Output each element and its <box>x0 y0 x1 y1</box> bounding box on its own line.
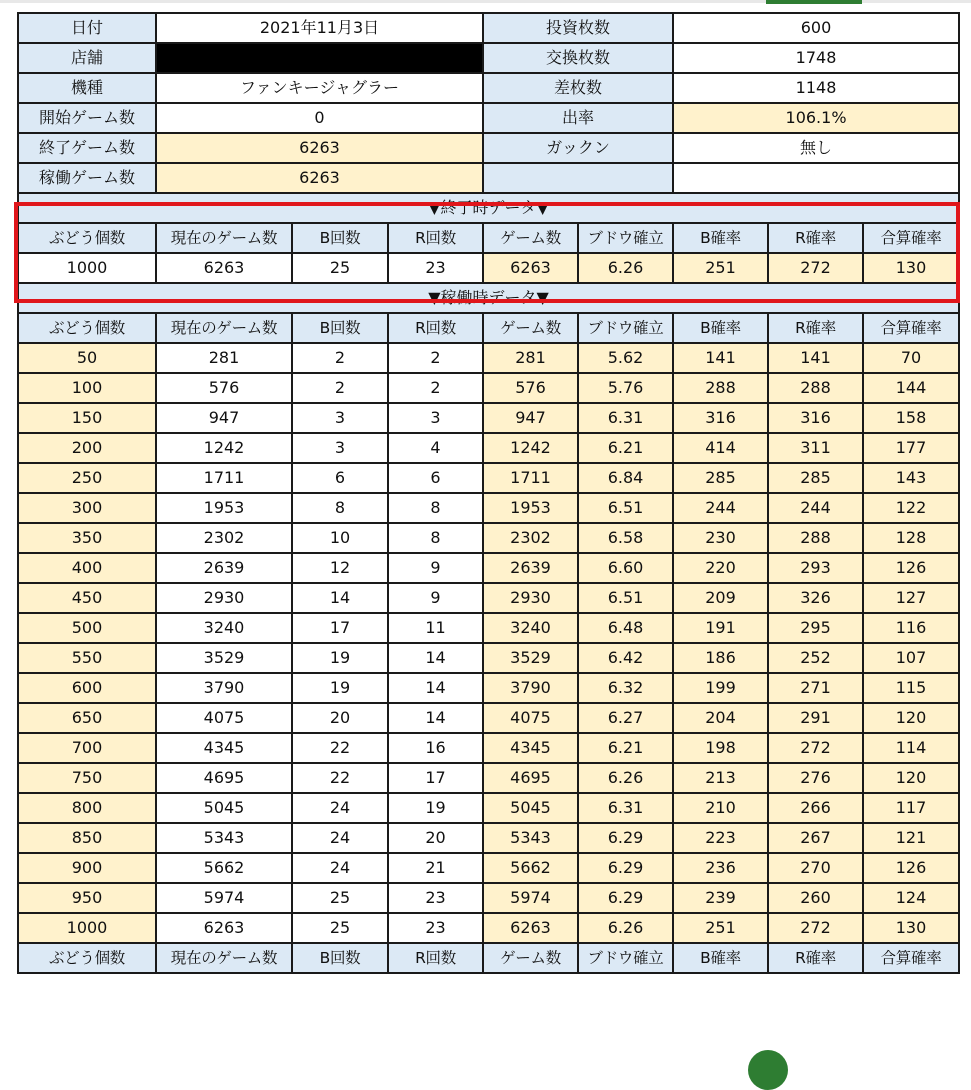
machine-label: 機種 <box>18 73 156 103</box>
data-cell[interactable]: 650 <box>18 703 156 733</box>
data-cell[interactable]: 1242 <box>156 433 292 463</box>
column-header: ゲーム数 <box>483 943 578 973</box>
data-cell[interactable]: 5.76 <box>578 373 673 403</box>
data-cell[interactable]: 6.29 <box>578 853 673 883</box>
table-row <box>18 913 959 943</box>
date-label: 日付 <box>18 13 156 43</box>
data-cell[interactable]: 16 <box>388 733 483 763</box>
table-row <box>18 493 959 523</box>
data-cell[interactable]: 2 <box>292 373 388 403</box>
data-cell[interactable]: 272 <box>768 253 863 283</box>
end-games-label: 終了ゲーム数 <box>18 133 156 163</box>
data-cell[interactable]: 2639 <box>156 553 292 583</box>
data-cell[interactable]: 6.51 <box>578 583 673 613</box>
data-cell[interactable]: 6.29 <box>578 883 673 913</box>
data-cell[interactable]: 200 <box>18 433 156 463</box>
data-cell[interactable]: 576 <box>156 373 292 403</box>
data-cell[interactable]: 6263 <box>483 253 578 283</box>
column-header: R回数 <box>388 223 483 253</box>
data-cell[interactable]: 213 <box>673 763 768 793</box>
summary-row-operating-games <box>18 163 959 193</box>
column-header: R確率 <box>768 223 863 253</box>
data-cell[interactable]: 5.62 <box>578 343 673 373</box>
table-row <box>18 823 959 853</box>
data-cell[interactable]: 350 <box>18 523 156 553</box>
data-cell[interactable]: 700 <box>18 733 156 763</box>
data-cell[interactable]: 600 <box>18 673 156 703</box>
data-cell[interactable]: 800 <box>18 793 156 823</box>
data-cell[interactable]: 114 <box>863 733 959 763</box>
table-row <box>18 433 959 463</box>
data-cell[interactable]: 947 <box>156 403 292 433</box>
gakkun-value[interactable]: 無し <box>673 133 959 163</box>
data-cell[interactable]: 4345 <box>156 733 292 763</box>
data-cell[interactable]: 2 <box>292 343 388 373</box>
data-cell[interactable]: 6.58 <box>578 523 673 553</box>
data-cell[interactable]: 6 <box>292 463 388 493</box>
data-cell[interactable]: 295 <box>768 613 863 643</box>
data-cell[interactable]: 5974 <box>483 883 578 913</box>
green-tab-marker <box>766 0 862 4</box>
data-cell[interactable]: 220 <box>673 553 768 583</box>
data-cell[interactable]: 17 <box>388 763 483 793</box>
data-cell[interactable]: 120 <box>863 703 959 733</box>
data-cell[interactable]: 14 <box>388 703 483 733</box>
end-section-data-row <box>18 253 959 283</box>
pachislot-data-sheet <box>17 12 960 974</box>
data-cell[interactable]: 209 <box>673 583 768 613</box>
data-cell[interactable]: 25 <box>292 913 388 943</box>
data-cell[interactable]: 115 <box>863 673 959 703</box>
data-cell[interactable]: 191 <box>673 613 768 643</box>
data-cell[interactable]: 6.21 <box>578 733 673 763</box>
table-row <box>18 373 959 403</box>
table-row <box>18 763 959 793</box>
data-cell[interactable]: 4075 <box>156 703 292 733</box>
data-cell[interactable]: 2 <box>388 373 483 403</box>
data-cell[interactable]: 267 <box>768 823 863 853</box>
data-cell[interactable]: 10 <box>292 523 388 553</box>
data-cell[interactable]: 126 <box>863 553 959 583</box>
data-cell[interactable]: 288 <box>768 373 863 403</box>
data-cell[interactable]: 23 <box>388 913 483 943</box>
column-header: 現在のゲーム数 <box>156 313 292 343</box>
data-cell[interactable]: 550 <box>18 643 156 673</box>
data-cell[interactable]: 107 <box>863 643 959 673</box>
data-cell[interactable]: 3240 <box>483 613 578 643</box>
data-cell[interactable]: 17 <box>292 613 388 643</box>
empty-label-cell <box>483 163 673 193</box>
store-value-redacted[interactable] <box>156 43 483 73</box>
data-cell[interactable]: 2930 <box>483 583 578 613</box>
data-cell[interactable]: 300 <box>18 493 156 523</box>
data-cell[interactable]: 11 <box>388 613 483 643</box>
data-cell[interactable]: 311 <box>768 433 863 463</box>
data-cell[interactable]: 250 <box>18 463 156 493</box>
data-cell[interactable]: 3 <box>388 403 483 433</box>
operating-games-label: 稼働ゲーム数 <box>18 163 156 193</box>
data-cell[interactable]: 251 <box>673 913 768 943</box>
data-cell[interactable]: 750 <box>18 763 156 793</box>
data-cell[interactable]: 276 <box>768 763 863 793</box>
data-cell[interactable]: 70 <box>863 343 959 373</box>
data-cell[interactable]: 24 <box>292 793 388 823</box>
data-cell[interactable]: 6.42 <box>578 643 673 673</box>
column-header: ぶどう個数 <box>18 223 156 253</box>
data-cell[interactable]: 1242 <box>483 433 578 463</box>
data-cell[interactable]: 6.29 <box>578 823 673 853</box>
data-cell[interactable]: 6.32 <box>578 673 673 703</box>
table-row <box>18 643 959 673</box>
data-cell[interactable]: 50 <box>18 343 156 373</box>
data-cell[interactable]: 126 <box>863 853 959 883</box>
summary-row-date <box>18 13 959 43</box>
data-cell[interactable]: 6263 <box>156 913 292 943</box>
data-cell[interactable]: 414 <box>673 433 768 463</box>
data-cell[interactable]: 6 <box>388 463 483 493</box>
data-cell[interactable]: 22 <box>292 763 388 793</box>
data-cell[interactable]: 950 <box>18 883 156 913</box>
data-cell[interactable]: 5662 <box>156 853 292 883</box>
data-cell[interactable]: 5343 <box>483 823 578 853</box>
table-row <box>18 553 959 583</box>
table-row <box>18 793 959 823</box>
column-header: ぶどう個数 <box>18 313 156 343</box>
column-header: ブドウ確立 <box>578 313 673 343</box>
data-cell[interactable]: 128 <box>863 523 959 553</box>
start-games-label: 開始ゲーム数 <box>18 103 156 133</box>
data-cell[interactable]: 251 <box>673 253 768 283</box>
column-header: 合算確率 <box>863 223 959 253</box>
data-cell[interactable]: 8 <box>388 493 483 523</box>
data-cell[interactable]: 9 <box>388 583 483 613</box>
data-cell[interactable]: 19 <box>292 643 388 673</box>
invest-label: 投資枚数 <box>483 13 673 43</box>
data-cell[interactable]: 19 <box>292 673 388 703</box>
data-cell[interactable]: 19 <box>388 793 483 823</box>
data-cell[interactable]: 3529 <box>156 643 292 673</box>
data-cell[interactable]: 116 <box>863 613 959 643</box>
data-cell[interactable]: 500 <box>18 613 156 643</box>
table-row <box>18 883 959 913</box>
data-cell[interactable]: 2930 <box>156 583 292 613</box>
summary-row-end-games <box>18 133 959 163</box>
data-cell[interactable]: 150 <box>18 403 156 433</box>
data-cell[interactable]: 288 <box>673 373 768 403</box>
data-cell[interactable]: 130 <box>863 253 959 283</box>
end-section-title: ▼終了時データ▼ <box>18 193 959 223</box>
diff-value[interactable]: 1148 <box>673 73 959 103</box>
column-header: ブドウ確立 <box>578 223 673 253</box>
data-cell[interactable]: 6.60 <box>578 553 673 583</box>
data-cell[interactable]: 6.27 <box>578 703 673 733</box>
table-row <box>18 523 959 553</box>
column-header: B回数 <box>292 313 388 343</box>
data-cell[interactable]: 127 <box>863 583 959 613</box>
data-cell[interactable]: 272 <box>768 913 863 943</box>
payout-label: 出率 <box>483 103 673 133</box>
table-row <box>18 673 959 703</box>
column-header: B確率 <box>673 223 768 253</box>
table-row <box>18 733 959 763</box>
data-cell[interactable]: 24 <box>292 823 388 853</box>
green-circle-marker <box>748 1050 788 1090</box>
data-cell[interactable]: 25 <box>292 253 388 283</box>
data-cell[interactable]: 1000 <box>18 913 156 943</box>
data-cell[interactable]: 2302 <box>483 523 578 553</box>
data-cell[interactable]: 6.21 <box>578 433 673 463</box>
data-cell[interactable]: 5974 <box>156 883 292 913</box>
operating-section-header-row <box>18 313 959 343</box>
data-cell[interactable]: 6.84 <box>578 463 673 493</box>
data-cell[interactable]: 576 <box>483 373 578 403</box>
diff-label: 差枚数 <box>483 73 673 103</box>
exchange-label: 交換枚数 <box>483 43 673 73</box>
data-cell[interactable]: 230 <box>673 523 768 553</box>
data-cell[interactable]: 14 <box>388 643 483 673</box>
data-cell[interactable]: 3790 <box>156 673 292 703</box>
data-cell[interactable]: 288 <box>768 523 863 553</box>
data-cell[interactable]: 326 <box>768 583 863 613</box>
column-header: 現在のゲーム数 <box>156 943 292 973</box>
data-cell[interactable]: 252 <box>768 643 863 673</box>
data-cell[interactable]: 198 <box>673 733 768 763</box>
data-cell[interactable]: 4345 <box>483 733 578 763</box>
column-header: ぶどう個数 <box>18 943 156 973</box>
column-header: 合算確率 <box>863 313 959 343</box>
data-cell[interactable]: 5045 <box>156 793 292 823</box>
data-cell[interactable]: 6.26 <box>578 913 673 943</box>
column-header: B確率 <box>673 943 768 973</box>
data-cell[interactable]: 223 <box>673 823 768 853</box>
data-cell[interactable]: 199 <box>673 673 768 703</box>
operating-section-title: ▼稼働時データ▼ <box>18 283 959 313</box>
data-cell[interactable]: 4075 <box>483 703 578 733</box>
data-cell[interactable]: 5343 <box>156 823 292 853</box>
empty-value-cell[interactable] <box>673 163 959 193</box>
data-cell[interactable]: 124 <box>863 883 959 913</box>
column-header: R確率 <box>768 313 863 343</box>
data-cell[interactable]: 24 <box>292 853 388 883</box>
data-cell[interactable]: 272 <box>768 733 863 763</box>
table-row <box>18 463 959 493</box>
data-cell[interactable]: 117 <box>863 793 959 823</box>
data-cell[interactable]: 270 <box>768 853 863 883</box>
data-cell[interactable]: 177 <box>863 433 959 463</box>
data-cell[interactable]: 100 <box>18 373 156 403</box>
data-cell[interactable]: 6.31 <box>578 403 673 433</box>
data-cell[interactable]: 23 <box>388 253 483 283</box>
column-header: R回数 <box>388 943 483 973</box>
table-row <box>18 403 959 433</box>
operating-games-value[interactable]: 6263 <box>156 163 483 193</box>
data-cell[interactable]: 23 <box>388 883 483 913</box>
data-cell[interactable]: 316 <box>673 403 768 433</box>
data-cell[interactable]: 6263 <box>156 253 292 283</box>
data-cell[interactable]: 121 <box>863 823 959 853</box>
data-cell[interactable]: 22 <box>292 733 388 763</box>
end-games-value[interactable]: 6263 <box>156 133 483 163</box>
operating-section-title-row <box>18 283 959 313</box>
data-cell[interactable]: 6.48 <box>578 613 673 643</box>
data-cell[interactable]: 236 <box>673 853 768 883</box>
data-cell[interactable]: 244 <box>673 493 768 523</box>
data-cell[interactable]: 281 <box>483 343 578 373</box>
summary-row-start-games <box>18 103 959 133</box>
column-header: ゲーム数 <box>483 313 578 343</box>
data-cell[interactable]: 1711 <box>156 463 292 493</box>
data-cell[interactable]: 122 <box>863 493 959 523</box>
data-cell[interactable]: 850 <box>18 823 156 853</box>
column-header: ゲーム数 <box>483 223 578 253</box>
data-cell[interactable]: 400 <box>18 553 156 583</box>
data-cell[interactable]: 900 <box>18 853 156 883</box>
column-header: 現在のゲーム数 <box>156 223 292 253</box>
data-cell[interactable]: 204 <box>673 703 768 733</box>
exchange-value[interactable]: 1748 <box>673 43 959 73</box>
data-cell[interactable]: 281 <box>156 343 292 373</box>
data-cell[interactable]: 6.31 <box>578 793 673 823</box>
data-cell[interactable]: 285 <box>768 463 863 493</box>
payout-value[interactable]: 106.1% <box>673 103 959 133</box>
summary-row-machine <box>18 73 959 103</box>
machine-value[interactable]: ファンキージャグラー <box>156 73 483 103</box>
data-cell[interactable]: 6.51 <box>578 493 673 523</box>
data-cell[interactable]: 271 <box>768 673 863 703</box>
data-cell[interactable]: 14 <box>292 583 388 613</box>
data-cell[interactable]: 239 <box>673 883 768 913</box>
column-header: 合算確率 <box>863 943 959 973</box>
column-header: R回数 <box>388 313 483 343</box>
column-header: B回数 <box>292 223 388 253</box>
data-cell[interactable]: 2302 <box>156 523 292 553</box>
table-row <box>18 703 959 733</box>
data-cell[interactable]: 316 <box>768 403 863 433</box>
table-row <box>18 853 959 883</box>
data-cell[interactable]: 14 <box>388 673 483 703</box>
data-cell[interactable]: 6.26 <box>578 253 673 283</box>
data-cell[interactable]: 5662 <box>483 853 578 883</box>
end-section-title-row <box>18 193 959 223</box>
data-cell[interactable]: 244 <box>768 493 863 523</box>
footer-header-row <box>18 943 959 973</box>
column-header: B確率 <box>673 313 768 343</box>
data-cell[interactable]: 210 <box>673 793 768 823</box>
data-cell[interactable]: 130 <box>863 913 959 943</box>
data-cell[interactable]: 260 <box>768 883 863 913</box>
table-row <box>18 343 959 373</box>
summary-row-store <box>18 43 959 73</box>
column-header: R確率 <box>768 943 863 973</box>
data-cell[interactable]: 3790 <box>483 673 578 703</box>
column-header: B回数 <box>292 943 388 973</box>
start-games-value[interactable]: 0 <box>156 103 483 133</box>
data-cell[interactable]: 8 <box>388 523 483 553</box>
data-cell[interactable]: 141 <box>673 343 768 373</box>
data-cell[interactable]: 6263 <box>483 913 578 943</box>
data-cell[interactable]: 6.26 <box>578 763 673 793</box>
data-cell[interactable]: 4695 <box>483 763 578 793</box>
data-cell[interactable]: 120 <box>863 763 959 793</box>
data-cell[interactable]: 3529 <box>483 643 578 673</box>
data-cell[interactable]: 3 <box>292 403 388 433</box>
data-cell[interactable]: 158 <box>863 403 959 433</box>
invest-value[interactable]: 600 <box>673 13 959 43</box>
data-cell[interactable]: 144 <box>863 373 959 403</box>
data-cell[interactable]: 8 <box>292 493 388 523</box>
data-cell[interactable]: 1711 <box>483 463 578 493</box>
data-cell[interactable]: 5045 <box>483 793 578 823</box>
date-value[interactable]: 2021年11月3日 <box>156 13 483 43</box>
data-cell[interactable]: 3240 <box>156 613 292 643</box>
gakkun-label: ガックン <box>483 133 673 163</box>
data-cell[interactable]: 20 <box>388 823 483 853</box>
data-cell[interactable]: 25 <box>292 883 388 913</box>
store-label: 店舗 <box>18 43 156 73</box>
data-cell[interactable]: 285 <box>673 463 768 493</box>
data-cell[interactable]: 3 <box>292 433 388 463</box>
data-cell[interactable]: 9 <box>388 553 483 583</box>
data-cell[interactable]: 12 <box>292 553 388 583</box>
data-cell[interactable]: 21 <box>388 853 483 883</box>
data-cell[interactable]: 2 <box>388 343 483 373</box>
data-cell[interactable]: 1953 <box>483 493 578 523</box>
data-cell[interactable]: 1953 <box>156 493 292 523</box>
data-cell[interactable]: 947 <box>483 403 578 433</box>
data-cell[interactable]: 291 <box>768 703 863 733</box>
data-cell[interactable]: 1000 <box>18 253 156 283</box>
end-section-header-row <box>18 223 959 253</box>
data-cell[interactable]: 186 <box>673 643 768 673</box>
data-cell[interactable]: 450 <box>18 583 156 613</box>
data-cell[interactable]: 143 <box>863 463 959 493</box>
column-header: ブドウ確立 <box>578 943 673 973</box>
data-cell[interactable]: 20 <box>292 703 388 733</box>
data-cell[interactable]: 266 <box>768 793 863 823</box>
data-cell[interactable]: 4 <box>388 433 483 463</box>
table-row <box>18 613 959 643</box>
data-cell[interactable]: 141 <box>768 343 863 373</box>
table-row <box>18 583 959 613</box>
data-cell[interactable]: 293 <box>768 553 863 583</box>
data-cell[interactable]: 2639 <box>483 553 578 583</box>
data-cell[interactable]: 4695 <box>156 763 292 793</box>
